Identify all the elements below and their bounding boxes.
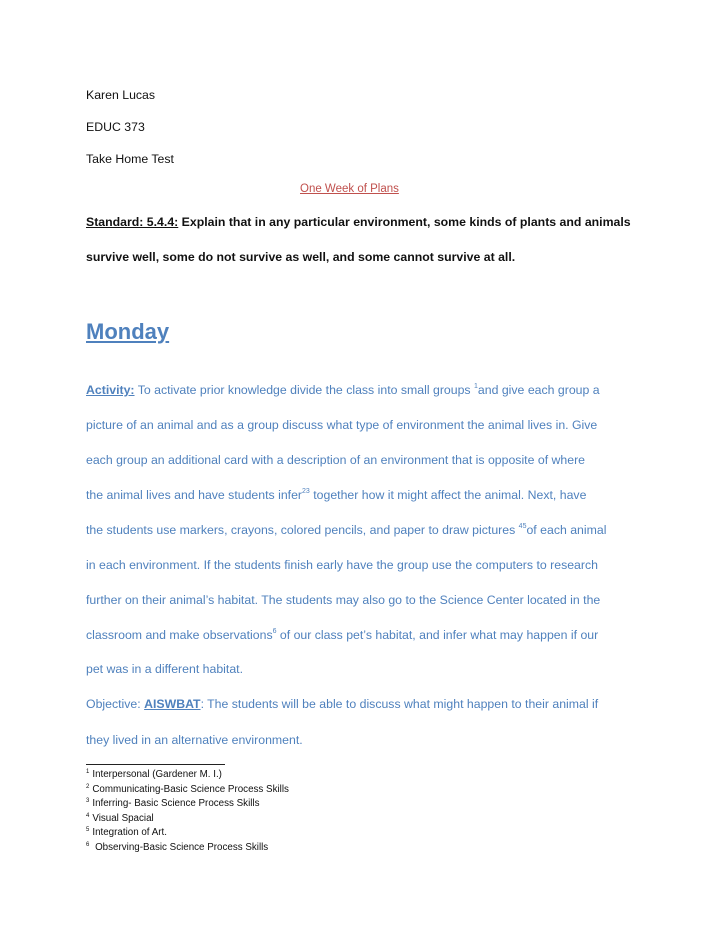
footnote-ref: 45 [518,523,527,530]
course-code: EDUC 373 [86,120,145,134]
monday-heading: Monday [86,319,170,344]
standard-label: Standard: 5.4.4: [86,215,179,229]
standard-line-2: survive well, some do not survive as well, and some cannot survive at all. [86,250,516,264]
activity-line: pet was in a different habitat. [86,662,244,676]
activity-line: Activity: To activate prior knowledge divide the class into small groups $^1$and give each group a [86,383,600,397]
author-name: Karen Lucas [86,88,156,102]
footnote-separator [86,764,225,765]
activity-line: the students use markers, crayons, colored pencils, and paper to draw pictures $^{45}$of each animal [86,523,607,537]
activity-line: picture of an animal and as a group discuss what type of environment the animal lives in. Give [86,418,598,432]
assignment-title: Take Home Test [86,152,174,166]
activity-line: the animal lives and have students infer$^{23}$ together how it might affect the animal. Next, have [86,488,587,502]
footnote: $^2$ Communicating-Basic Science Process Skills [86,784,289,795]
activity-label: Activity: [86,383,135,397]
objective-line-2: they lived in an alternative environment. [86,733,303,747]
footnote-ref: 6 [272,628,277,635]
document-title: One Week of Plans [300,183,399,195]
standard-line-1 [86,215,631,229]
footnote: $^3$ Inferring- Basic Science Process Skills [86,798,260,809]
footnote-ref: 1 [474,383,478,390]
footnote: $^6$ Observing-Basic Science Process Skills [86,842,269,853]
footnote: $^1$ Interpersonal (Gardener M. I.) [86,769,222,780]
objective-label: AISWBAT [144,697,201,711]
activity-line: classroom and make observations$^6$ of our class pet’s habitat, and infer what may happen if our [86,628,599,642]
footnote: $^5$ Integration of Art. [86,827,167,838]
activity-line: in each environment. If the students finish early have the group use the computers to research [86,558,598,572]
footnote-ref: 23 [302,488,310,495]
standard-text: Explain that in any particular environment, some kinds of plants and animals [178,215,631,229]
activity-line: further on their animal’s habitat. The students may also go to the Science Center located in the [86,593,601,607]
activity-line: each group an additional card with a description of an environment that is opposite of where [86,453,586,467]
footnote: $^4$ Visual Spacial [86,813,154,824]
objective-line: Objective: AISWBAT: The students will be able to discuss what might happen to their animal if [86,697,599,711]
